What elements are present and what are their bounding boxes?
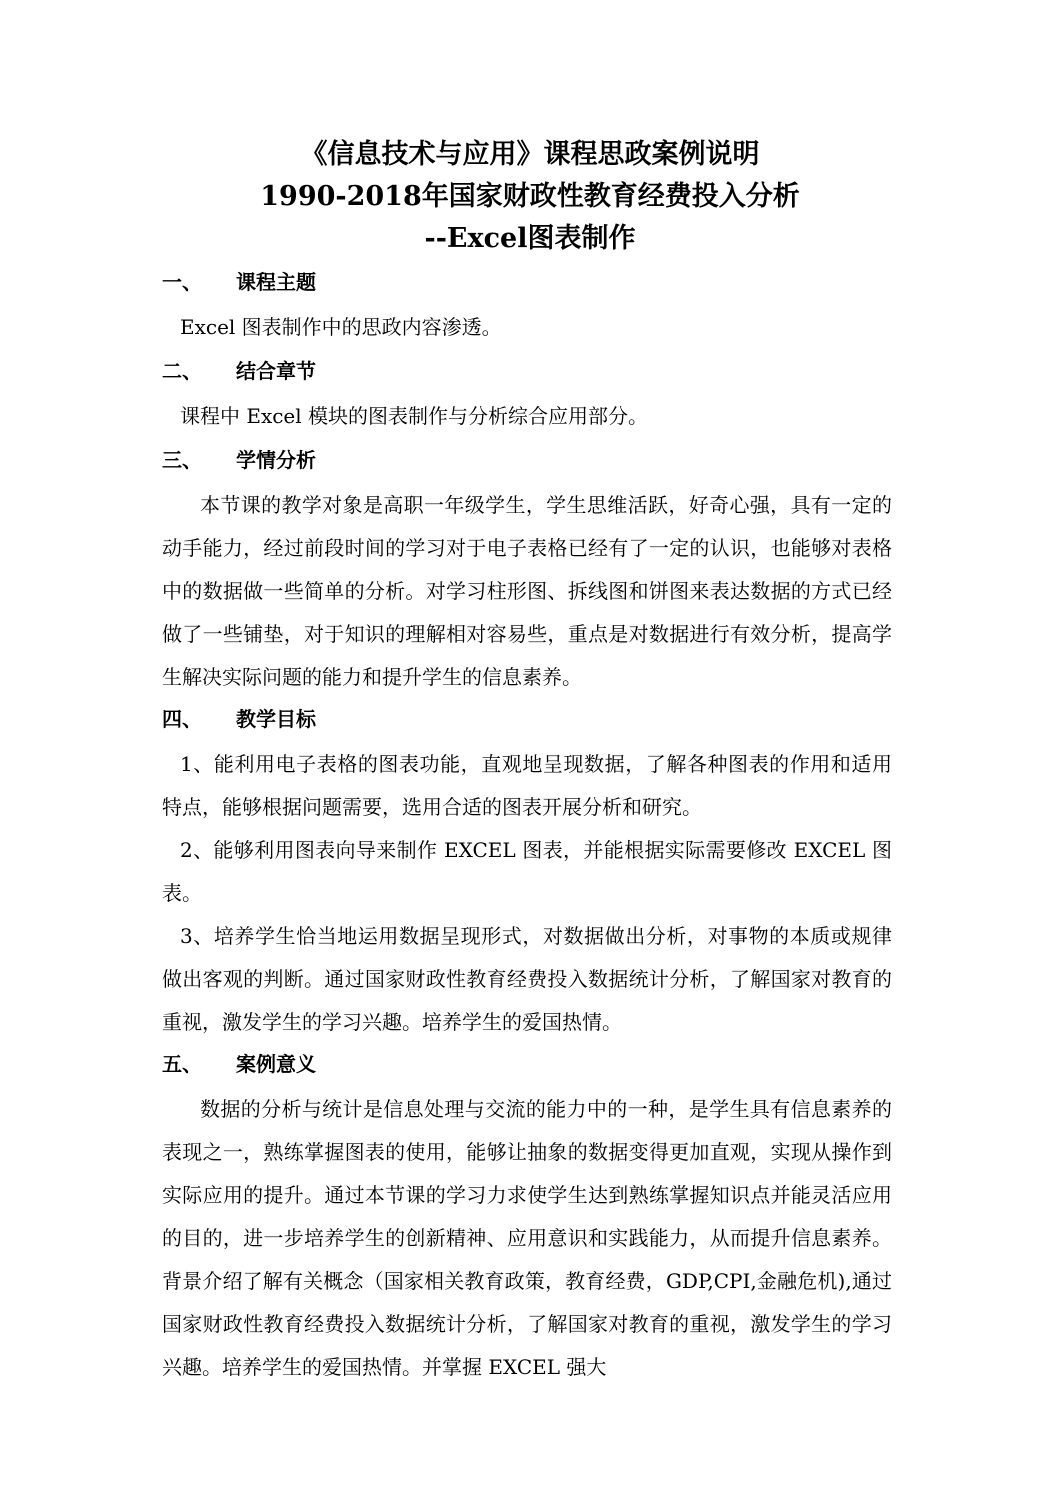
- section-title: 结合章节: [236, 359, 316, 383]
- goal-item-1: 1、能利用电子表格的图表功能，直观地呈现数据，了解各种图表的作用和适用特点，能够根据问题需要，选用合适的图表开展分析和研究。: [162, 752, 892, 819]
- section-heading-chapter: [162, 351, 892, 395]
- section-paragraph: 课程中 Excel 模块的图表制作与分析综合应用部分。: [180, 404, 649, 428]
- section-title: 案例意义: [236, 1052, 316, 1076]
- section-title: 学情分析: [236, 448, 316, 472]
- title-line-1: 《信息技术与应用》课程思政案例说明: [300, 139, 760, 170]
- section-heading-teaching-goals: [162, 699, 892, 743]
- section-heading-case-significance: [162, 1044, 892, 1088]
- section-number: 五、: [162, 1052, 202, 1076]
- section-heading-course-topic: [162, 262, 892, 306]
- section-paragraph: 数据的分析与统计是信息处理与交流的能力中的一种，是学生具有信息素养的表现之一，熟练掌握图表的使用，能够让抽象的数据变得更加直观，实现从操作到实际应用的提升。通过本节课的学习力求使学生达到熟练掌握知识点并能灵活应用的目的，进一步培养学生的创新精神、应用意识和实践能力，从而提升信息素养。背景介绍了解有关概念（国家相关教育政策，教育经费，GDP,CPI,金融危机),通过国家财政性教育经费投入数据统计分析，了解国家对教育的重视，激发学生的学习兴趣。培养学生的爱国热情。并掌握 EXCEL 强大: [162, 1097, 892, 1379]
- section-paragraph: 本节课的教学对象是高职一年级学生，学生思维活跃，好奇心强，具有一定的动手能力，经过前段时间的学习对于电子表格已经有了一定的认识，也能够对表格中的数据做一些简单的分析。对学习柱形图、拆线图和饼图来表达数据的方式已经做了一些铺垫，对于知识的理解相对容易些，重点是对数据进行有效分析，提高学生解决实际问题的能力和提升学生的信息素养。: [162, 493, 892, 689]
- section-heading-learner-analysis: [162, 440, 892, 484]
- document-title: [150, 134, 910, 260]
- section-number: 一、: [162, 270, 202, 294]
- document-body: [162, 262, 892, 1389]
- section-paragraph: Excel 图表制作中的思政内容渗透。: [180, 315, 502, 339]
- section-number: 二、: [162, 359, 202, 383]
- goal-item-3: 3、培养学生恰当地运用数据呈现形式，对数据做出分析，对事物的本质或规律做出客观的判断。通过国家财政性教育经费投入数据统计分析，了解国家对教育的重视，激发学生的学习兴趣。培养学生的爱国热情。: [162, 924, 892, 1034]
- goal-item-2: 2、能够利用图表向导来制作 EXCEL 图表，并能根据实际需要修改 EXCEL 图表。: [162, 838, 892, 905]
- section-number: 四、: [162, 707, 202, 731]
- section-number: 三、: [162, 448, 202, 472]
- title-line-2: 1990-2018年国家财政性教育经费投入分析: [260, 181, 800, 212]
- section-title: 教学目标: [236, 707, 316, 731]
- section-title: 课程主题: [236, 270, 316, 294]
- title-line-3: --Excel图表制作: [424, 223, 636, 254]
